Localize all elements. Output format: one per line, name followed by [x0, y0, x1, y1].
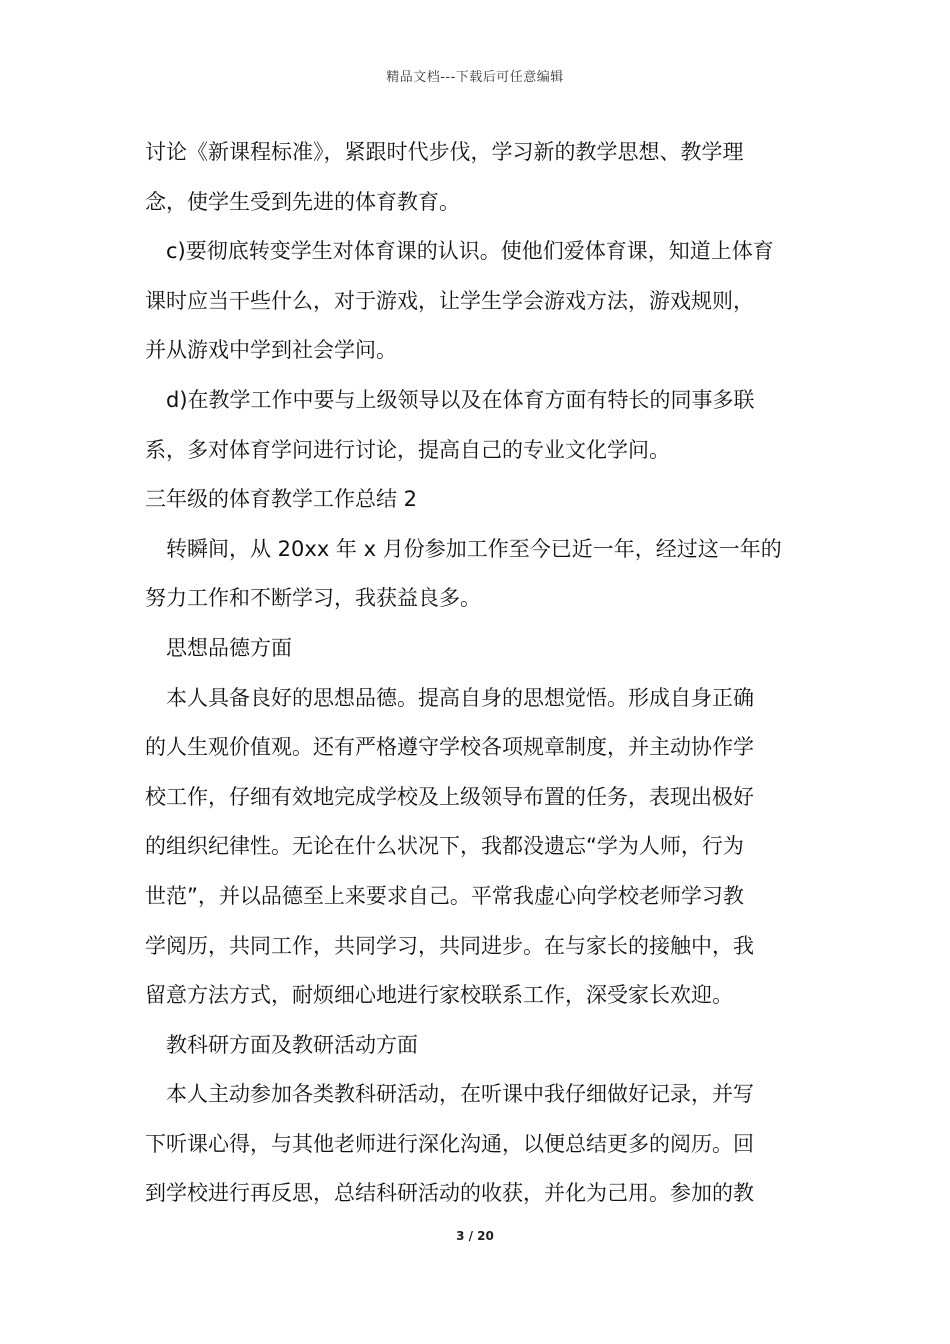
- text-line: 下听课心得，与其他老师进行深化沟通，以便总结更多的阅历。回: [145, 1131, 754, 1156]
- text-line: 的人生观价值观。还有严格遵守学校各项规章制度，并主动协作学: [145, 735, 754, 760]
- text-line: 学阅历，共同工作，共同学习，共同进步。在与家长的接触中，我: [145, 933, 754, 958]
- text-line: 三年级的体育教学工作总结 2: [145, 487, 418, 512]
- page-number: 3 / 20: [456, 1229, 494, 1243]
- text-line: 校工作，仔细有效地完成学校及上级领导布置的任务，表现出极好: [145, 784, 754, 809]
- text-line: 思想品德方面: [166, 635, 292, 660]
- text-line: d)在教学工作中要与上级领导以及在体育方面有特长的同事多联: [166, 387, 755, 412]
- text-line: 讨论《新课程标准》，紧跟时代步伐，学习新的教学思想、教学理: [145, 140, 744, 164]
- text-line: 并从游戏中学到社会学问。: [145, 338, 397, 363]
- document-body: [145, 128, 810, 1219]
- text-line: 念，使学生受到先进的体育教育。: [145, 189, 460, 214]
- text-line: 转瞬间，从 20xx 年 x 月份参加工作至今已近一年，经过这一年的: [166, 536, 782, 561]
- text-line: 世范”，并以品德至上来要求自己。平常我虚心向学校老师学习教: [145, 883, 744, 908]
- text-line: 的组织纪律性。无论在什么状况下，我都没遗忘“学为人师，行为: [145, 834, 744, 859]
- text-line: 本人具备良好的思想品德。提高自身的思想觉悟。形成自身正确: [166, 685, 754, 710]
- page-header: 精品文档---下载后可任意编辑: [386, 70, 564, 85]
- text-line: 努力工作和不断学习，我获益良多。: [145, 586, 481, 611]
- text-line: c)要彻底转变学生对体育课的认识。使他们爱体育课，知道上体育: [166, 239, 774, 264]
- text-line: 系，多对体育学问进行讨论，提高自己的专业文化学问。: [145, 437, 670, 462]
- text-line: 教科研方面及教研活动方面: [166, 1032, 418, 1057]
- text-line: 留意方法方式，耐烦细心地进行家校联系工作，深受家长欢迎。: [145, 983, 733, 1008]
- text-line: 课时应当干些什么，对于游戏，让学生学会游戏方法，游戏规则，: [145, 288, 754, 313]
- text-line: 本人主动参加各类教科研活动，在听课中我仔细做好记录，并写: [166, 1082, 754, 1107]
- text-line: 到学校进行再反思，总结科研活动的收获，并化为己用。参加的教: [145, 1181, 754, 1206]
